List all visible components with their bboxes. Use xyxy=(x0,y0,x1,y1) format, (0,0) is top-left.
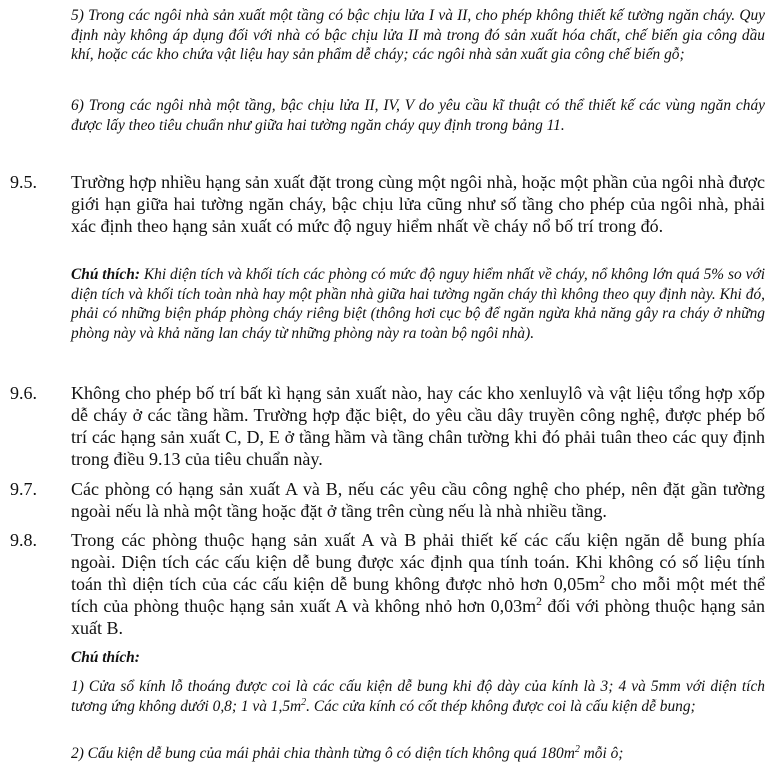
note-9-8-item-1 xyxy=(71,677,765,716)
note-9-8-item-2 xyxy=(71,744,765,764)
clause-number: 9.5. xyxy=(10,172,37,192)
note-text-part: . Các cửa kính có cốt thép không được coi là cấu kiện dễ bung; xyxy=(306,697,696,715)
clause-text: Trường hợp nhiều hạng sản xuất đặt trong cùng một ngôi nhà, hoặc một phần của ngôi nhà được giới hạn giữa hai tường ngăn cháy, bậc chịu lửa cũng như số tầng cho phép của ngôi nhà, phải xác định theo hạng sản xuất có mức độ nguy hiểm nhất về cháy nổ bố trí trong đó. xyxy=(71,172,765,236)
note-text-part: mỗi ô; xyxy=(579,745,624,762)
clause-text-part: cho mỗi một mét thể tích của phòng thuộc hạng sản xuất A và không nhỏ hơn 0,03m xyxy=(71,574,765,616)
clause-9-8 xyxy=(10,529,765,639)
note-item-5: 5) Trong các ngôi nhà sản xuất một tầng có bậc chịu lửa I và II, cho phép không thiết kế tường ngăn cháy. Quy định này không áp dụng đối với nhà có bậc chịu lửa II mà trong đó sản xuất hóa chất, chế biến gia công dầu khí, hoặc các kho chứa vật liệu hay sản phẩm dễ cháy; các ngôi nhà sản xuất gia công chế biến gỗ; xyxy=(71,7,765,63)
note-heading: Chú thích: xyxy=(71,649,140,666)
clause-text-part: đối với phòng thuộc hạng sản xuất B. xyxy=(71,596,765,638)
clause-9-5-note xyxy=(71,265,765,343)
superscript: 2 xyxy=(536,595,542,608)
clause-number: 9.7. xyxy=(10,479,37,499)
clause-number: 9.8. xyxy=(10,530,37,550)
note-text-part: 2) Cấu kiện dễ bung của mái phải chia thành từng ô có diện tích không quá 180m xyxy=(71,745,575,762)
clause-text-part: Trong các phòng thuộc hạng sản xuất A và B phải thiết kế các cấu kiện ngăn dễ bung phía ngoài. Diện tích các cấu kiện dễ bung được xác định qua tính toán. Khi không có số liệu tính toán thì diện tích của các cấu kiện dễ bung không được nhỏ hơn 0,05m xyxy=(71,530,765,594)
clause-number: 9.6. xyxy=(10,383,37,403)
superscript: 2 xyxy=(574,743,580,755)
superscript: 2 xyxy=(301,696,307,708)
clause-text: Các phòng có hạng sản xuất A và B, nếu các yêu cầu công nghệ cho phép, nên đặt gần tường ngoài nếu là nhà một tầng hoặc đặt ở tầng trên cùng nếu là nhà nhiều tầng. xyxy=(71,479,765,521)
note-label: Chú thích: xyxy=(71,266,140,283)
note-text: Khi diện tích và khối tích các phòng có mức độ nguy hiểm nhất về cháy, nổ không lớn quá 5% so với diện tích và khối tích toàn nhà hay một phần nhà giữa hai tường ngăn cháy thì không theo quy định này. Khi đó, phải có những biện pháp phòng cháy riêng biệt (thông hơi cục bộ để ngăn ngừa khả năng gây ra cháy ở những phòng này và khả năng lan cháy từ những phòng này ra toàn bộ ngôi nhà). xyxy=(71,266,765,342)
superscript: 2 xyxy=(599,573,606,586)
clause-9-5 xyxy=(10,171,765,237)
clause-9-7 xyxy=(10,478,765,522)
clause-text: Không cho phép bố trí bất kì hạng sản xuất nào, hay các kho xenluylô và vật liệu tổng hợp xốp dễ cháy ở các tầng hầm. Trường hợp đặc biệt, do yêu cầu dây truyền công nghệ, được phép bố trí các hạng sản xuất C, D, E ở tầng hầm và tầng chân tường khi đó phải tuân theo các quy định trong điều 9.13 của tiêu chuẩn này. xyxy=(71,383,765,469)
note-item-6: 6) Trong các ngôi nhà một tầng, bậc chịu lửa II, IV, V do yêu cầu kĩ thuật có thể thiết kế các vùng ngăn cháy được lấy theo tiêu chuẩn như giữa hai tường ngăn cháy quy định trong bảng 11. xyxy=(71,97,765,134)
clause-9-6 xyxy=(10,382,765,470)
clause-text xyxy=(71,529,765,639)
note-text-part: 1) Cửa sổ kính lỗ thoáng được coi là các cấu kiện dễ bung khi độ dày của kính là 3; 4 và 5mm với diện tích tương ứng không dưới 0,8; 1 và 1,5m xyxy=(71,678,765,715)
